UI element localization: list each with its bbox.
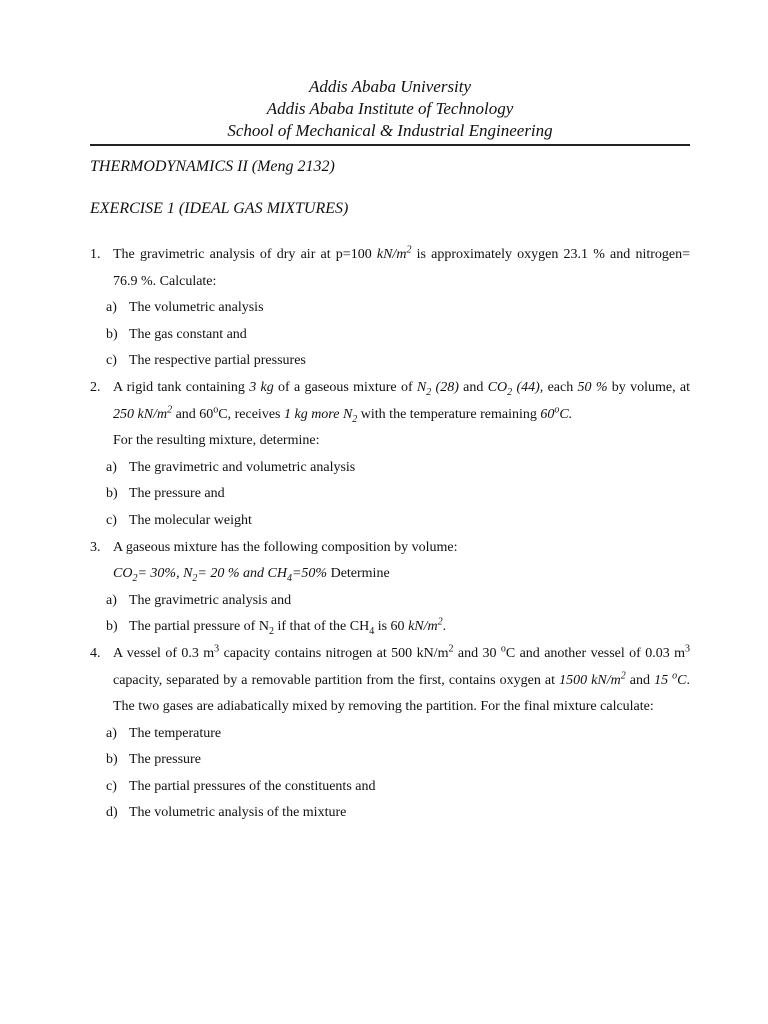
problem-3-item-b: b) The partial pressure of $N_2$ if that of the $CH_4$ is 60 $kN/m^2$.: [106, 616, 447, 638]
problem-2-item-b: b) The pressure and: [106, 486, 225, 502]
problem-4-item-a: a) The temperature: [106, 725, 222, 741]
problem-number: 3.: [90, 539, 101, 555]
problem-1-item-b: b) The gas constant and: [106, 326, 247, 342]
problem-1-item-a: a) The volumetric analysis: [106, 300, 264, 316]
problem-text: A gaseous mixture has the following composition by volume: $CO_2= 30\%$, $N_2= 20$ % and $CH_4=50\%$ Determine: [113, 539, 458, 584]
problem-text: A rigid tank containing 3 kg of a gaseous mixture of $N_2$ (28) and $CO_2$ (44), each 50 % by volume, at 250 $kN/m^2$ and 60$^o$C, receives 1 kg more $N_2$ with the temperature remaining 60$^o$C. For the resulting mixture, determine:: [113, 379, 690, 449]
problem-number: 2.: [90, 379, 101, 395]
problem-3-item-a: a) The gravimetric analysis and: [106, 592, 292, 608]
problem-2: [90, 375, 690, 455]
problem-text: The gravimetric analysis of dry air at p=100 $kN/m^2$ is approximately oxygen 23.1 % and nitrogen= 76.9 %. Calculate:: [113, 244, 690, 289]
exercise-title: EXERCISE 1 (IDEAL GAS MIXTURES): [90, 200, 349, 217]
problem-2-item-a: a) The gravimetric and volumetric analysis: [106, 459, 356, 475]
problem-text: A vessel of 0.3 $m^3$ capacity contains nitrogen at 500 $kN/m^2$ and 30 $^o$C and another vessel of 0.03 $m^3$ capacity, separated by a removable partition from the first, contains oxygen at 1500 $kN/m^2$ and 15 $^o$C. The two gases are adiabatically mixed by removing the partition. For the final mixture calculate:: [113, 643, 691, 715]
university-name: Addis Ababa University: [308, 77, 472, 96]
problem-1: [90, 242, 690, 295]
problem-3: [90, 535, 690, 588]
institute-name: Addis Ababa Institute of Technology: [266, 99, 514, 118]
problem-4-item-b: b) The pressure: [106, 752, 201, 768]
document-header: [90, 76, 690, 142]
header-divider: [90, 144, 690, 146]
problem-1-item-c: c) The respective partial pressures: [106, 353, 306, 369]
problem-number: 4.: [90, 645, 101, 661]
problem-number: 1.: [90, 247, 101, 262]
school-name: School of Mechanical & Industrial Engineering: [227, 121, 553, 140]
problem-list: [90, 242, 690, 827]
course-title: THERMODYNAMICS II (Meng 2132): [90, 158, 335, 175]
problem-4: [90, 641, 690, 721]
problem-4-item-d: d) The volumetric analysis of the mixture: [106, 805, 347, 821]
problem-2-item-c: c) The molecular weight: [106, 512, 252, 528]
problem-4-item-c: c) The partial pressures of the constituents and: [106, 778, 376, 794]
